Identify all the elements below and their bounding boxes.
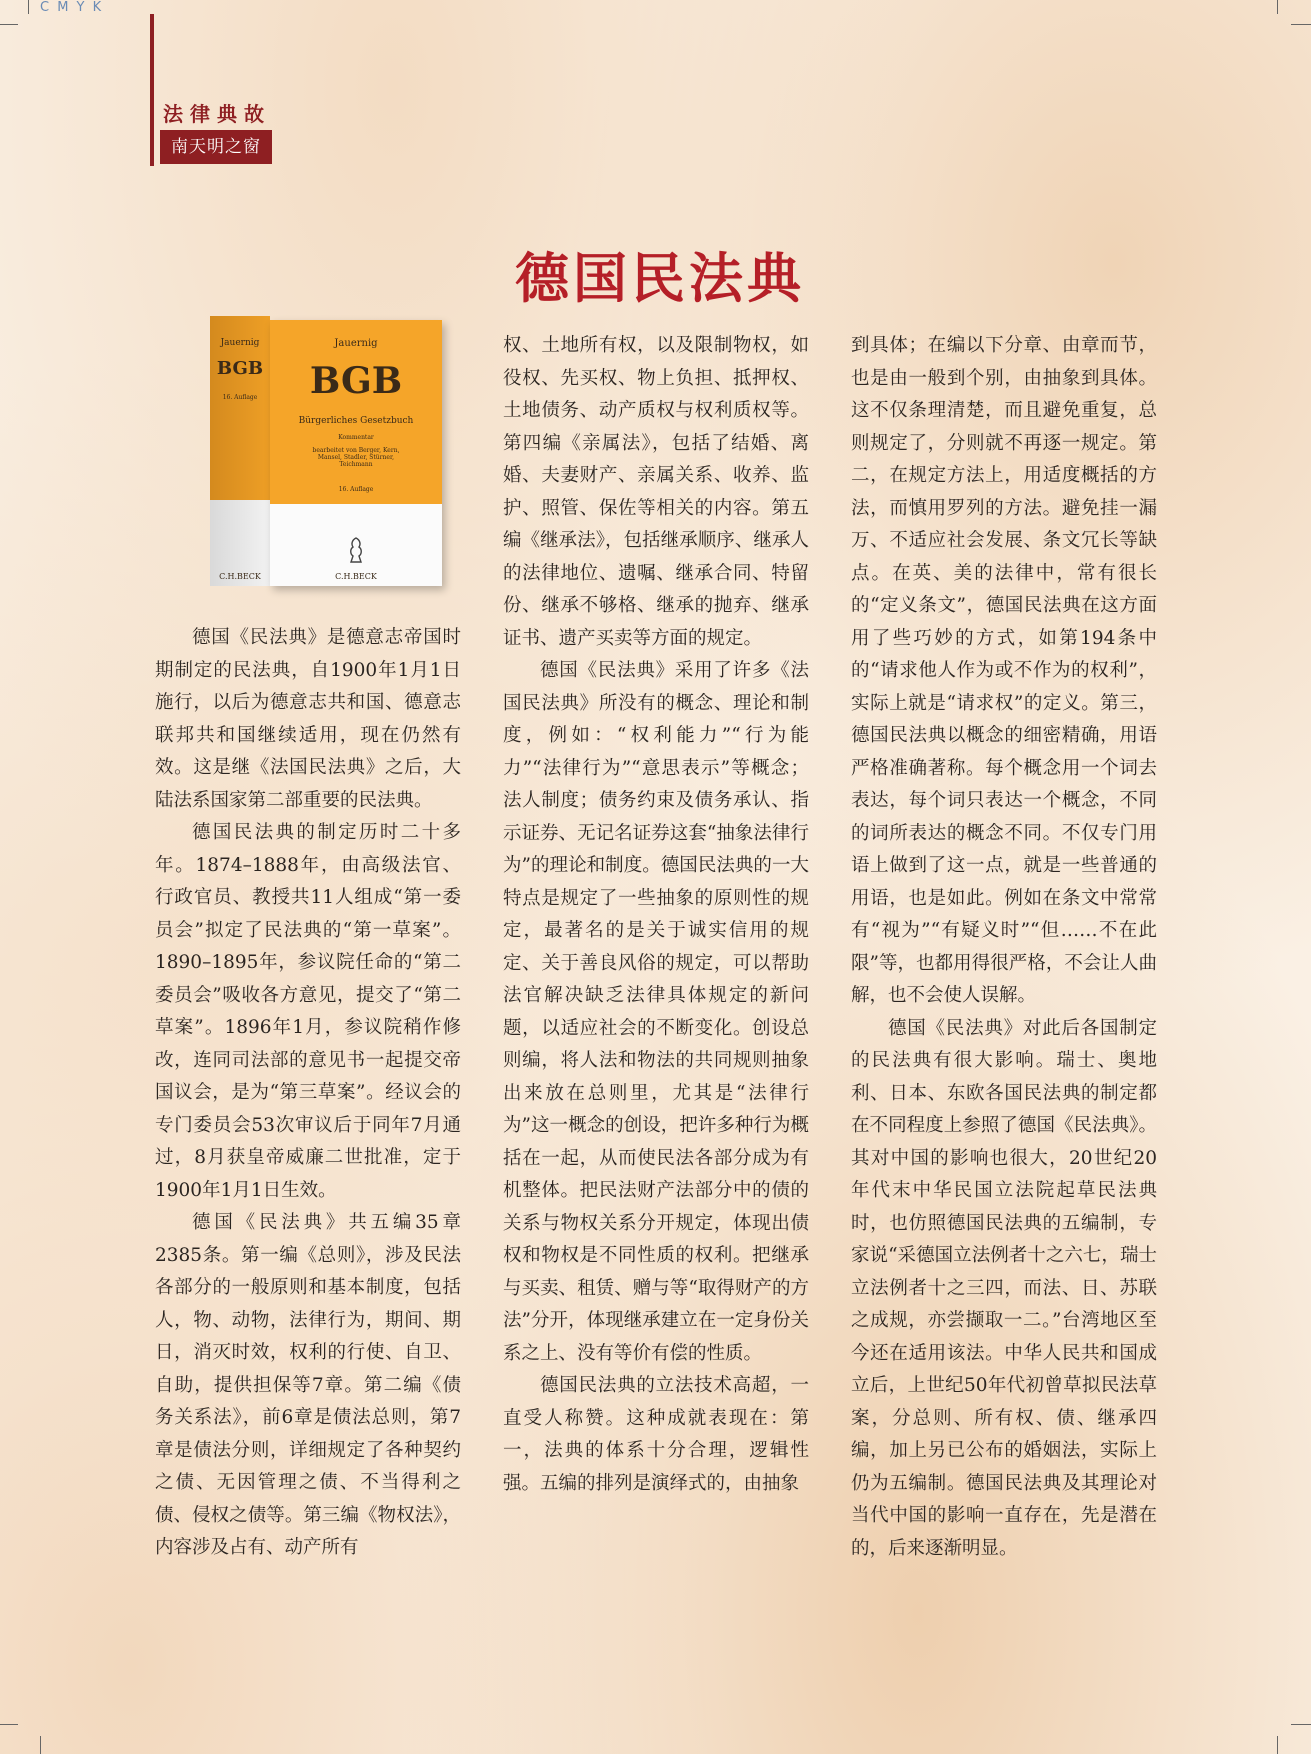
crop-mark [0,24,18,25]
paragraph: 德国《民法典》采用了许多《法国民法典》所没有的概念、理论和制度，例如：“权利能力”“行为能力”“法律行为”“意思表示”等概念；法人制度；债务约束及债务承认、指示证券、无记名证券这套“抽象法律行为”的理论和制度。德国民法典的一大特点是规定了一些抽象的原则性的规定，最著名的是关于诚实信用的规定、关于善良风俗的规定，可以帮助法官解决缺乏法律具体规定的新问题，以适应社会的不断变化。创设总则编，将人法和物法的共同规则抽象出来放在总则里，尤其是“法律行为”这一概念的创设，把许多种行为概括在一起，从而使民法各部分成为有机整体。把民法财产法部分中的债的关系与物权关系分开规定，体现出债权和物权是不同性质的权利。把继承与买卖、租赁、赠与等“取得财产的方法”分开，体现继承建立在一定身份关系之上、没有等价有偿的性质。 [503,660,809,1364]
paragraph: 德国民法典的立法技术高超，一直受人称赞。这种成就表现在：第一，法典的体系十分合理，逻辑性强。五编的排列是演绎式的，由抽象 [503,1375,809,1494]
article-column-1 [155,622,461,1565]
book-cover-kommentar: Kommentar [338,434,374,441]
paragraph: 德国《民法典》共五编35章2385条。第一编《总则》，涉及民法各部分的一般原则和基本制度，包括人，物、动物，法律行为，期间、期日，消灭时效，权利的行使、自卫、自助，提供担保等7章。第二编《债务关系法》，前6章是债法总则，第7章是债法分则，详细规定了各种契约之债、无因管理之债、不当得利之债、侵权之债等。第三编《物权法》，内容涉及占有、动产所有 [155,1212,461,1558]
article-column-3 [851,330,1157,1565]
crop-mark [0,1724,18,1725]
section-accent-bar [150,14,154,166]
article-title: 德国民法典 [515,247,805,310]
crop-mark [40,1736,41,1754]
article-column-2 [503,330,809,1500]
book-spine-publisher: C.H.BECK [219,572,261,581]
publisher-logo-icon [346,536,366,564]
crop-mark [1291,24,1311,25]
column-name-badge: 南天明之窗 [160,130,272,164]
paragraph: 权、土地所有权，以及限制物权，如役权、先买权、物上负担、抵押权、土地债务、动产质权与权利质权等。第四编《亲属法》，包括了结婚、离婚、夫妻财产、亲属关系、收养、监护、照管、保佐等相关的内容。第五编《继承法》，包括继承顺序、继承人的法律地位、遗嘱、继承合同、特留份、继承不够格、继承的抛弃、继承证书、遗产买卖等方面的规定。 [503,335,809,649]
book-cover-author: Jauernig [334,338,378,349]
paragraph: 德国民法典的制定历时二十多年。1874–1888年，由高级法官、行政官员、教授共11人组成“第一委员会”拟定了民法典的“第一草案”。1890–1895年，参议院任命的“第二委员会”吸收各方意见，提交了“第二草案”。1896年1月，参议院稍作修改，连同司法部的意见书一起提交帝国议会，是为“第三草案”。经议会的专门委员会53次审议后于同年7月通过，8月获皇帝威廉二世批准，定于1900年1月1日生效。 [155,822,461,1201]
book-cover-publisher: C.H.BECK [335,572,377,581]
crop-mark [1277,1736,1278,1754]
cmyk-print-mark: C M Y K [40,0,104,15]
section-title: 法律典故 [163,102,271,126]
paragraph: 德国《民法典》对此后各国制定的民法典有很大影响。瑞士、奥地利、日本、东欧各国民法典的制定都在不同程度上参照了德国《民法典》。其对中国的影响也很大，20世纪20年代末中华民国立法院起草民法典时，也仿照德国民法典的五编制，专家说“采德国立法例者十之六七，瑞士立法例者十之三四，而法、日、苏联之成规，亦尝撷取一二。”台湾地区至今还在适用该法。中华人民共和国成立后，上世纪50年代初曾草拟民法草案，分总则、所有权、债、继承四编，加上另已公布的婚姻法，实际上仍为五编制。德国民法典及其理论对当代中国的影响一直存在，先是潜在的，后来逐渐明显。 [851,1017,1157,1559]
book-cover-editors-text: bearbeitet von Berger, Kern, Mansel, Stadler, Stürner, Teichmann [312,447,400,468]
book-spine-edition: 16. Auflage [222,394,258,401]
paragraph: 到具体；在编以下分章、由章而节，也是由一般到个别，由抽象到具体。这不仅条理清楚，而且避免重复，总则规定了，分则就不再逐一规定。第二，在规定方法上，用适度概括的方法，而慎用罗列的方法。避免挂一漏万、不适应社会发展、条文冗长等缺点。在英、美的法律中，常有很长的“定义条文”，德国民法典在这方面用了些巧妙的方式，如第194条中的“请求他人作为或不作为的权利”，实际上就是“请求权”的定义。第三，德国民法典以概念的细密精确，用语严格准确著称。每个概念用一个词去表达，每个词只表达一个概念，不同的词所表达的概念不同。不仅专门用语上做到了这一点，就是一些普通的用语，也是如此。例如在条文中常常有“视为”“有疑义时”“但……不在此限”等，也都用得很严格，不会让人曲解，也不会使人误解。 [851,335,1157,1006]
crop-mark [28,0,29,14]
bgb-book-image [210,316,442,586]
book-spine-title: BGB [216,358,264,379]
book-cover-editors [270,434,442,468]
book-cover-title: BGB [309,360,403,402]
crop-mark [1277,0,1278,14]
crop-mark [1291,1724,1311,1725]
book-cover-edition: 16. Auflage [338,486,374,493]
paragraph: 德国《民法典》是德意志帝国时期制定的民法典，自1900年1月1日施行，以后为德意志共和国、德意志联邦共和国继续适用，现在仍然有效。这是继《法国民法典》之后，大陆法系国家第二部重要的民法典。 [155,627,461,811]
book-cover-subtitle: Bürgerliches Gesetzbuch [298,416,414,426]
book-spine-author: Jauernig [220,338,260,348]
